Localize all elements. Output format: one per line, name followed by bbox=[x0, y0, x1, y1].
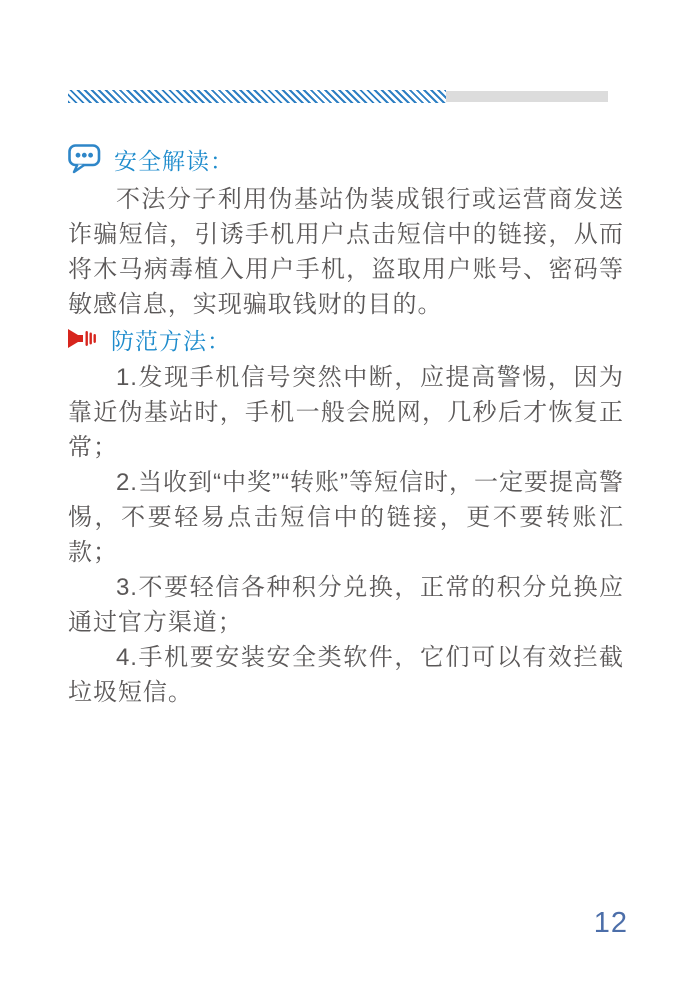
prevention-item: 4.手机要安装安全类软件，它们可以有效拦截垃圾短信。 bbox=[68, 644, 624, 706]
diagonal-stripes bbox=[68, 90, 446, 103]
speech-bubble-icon bbox=[68, 144, 101, 174]
prevention-items bbox=[68, 360, 624, 710]
prevention-section-title: 防范方法： bbox=[111, 327, 231, 354]
gray-bar bbox=[446, 91, 608, 102]
security-section-title: 安全解读： bbox=[114, 147, 234, 174]
prevention-section-heading bbox=[68, 324, 624, 354]
decorative-band bbox=[68, 90, 608, 103]
security-body-paragraph: 不法分子利用伪基站伪装成银行或运营商发送诈骗短信，引诱手机用户点击短信中的链接，从而将木马病毒植入用户手机，盗取用户账号、密码等敏感信息，实现骗取钱财的目的。 bbox=[68, 186, 624, 318]
speaker-icon bbox=[68, 327, 98, 351]
page-number: 12 bbox=[593, 907, 628, 939]
prevention-item: 2.当收到“中奖”“转账”等短信时，一定要提高警惕，不要轻易点击短信中的链接，更不要转账汇款； bbox=[68, 469, 624, 566]
security-section-heading bbox=[68, 144, 624, 174]
prevention-item: 1.发现手机信号突然中断，应提高警惕，因为靠近伪基站时，手机一般会脱网，几秒后才恢复正常； bbox=[68, 364, 624, 461]
page-content bbox=[68, 0, 624, 710]
prevention-item: 3.不要轻信各种积分兑换，正常的积分兑换应通过官方渠道； bbox=[68, 574, 624, 636]
